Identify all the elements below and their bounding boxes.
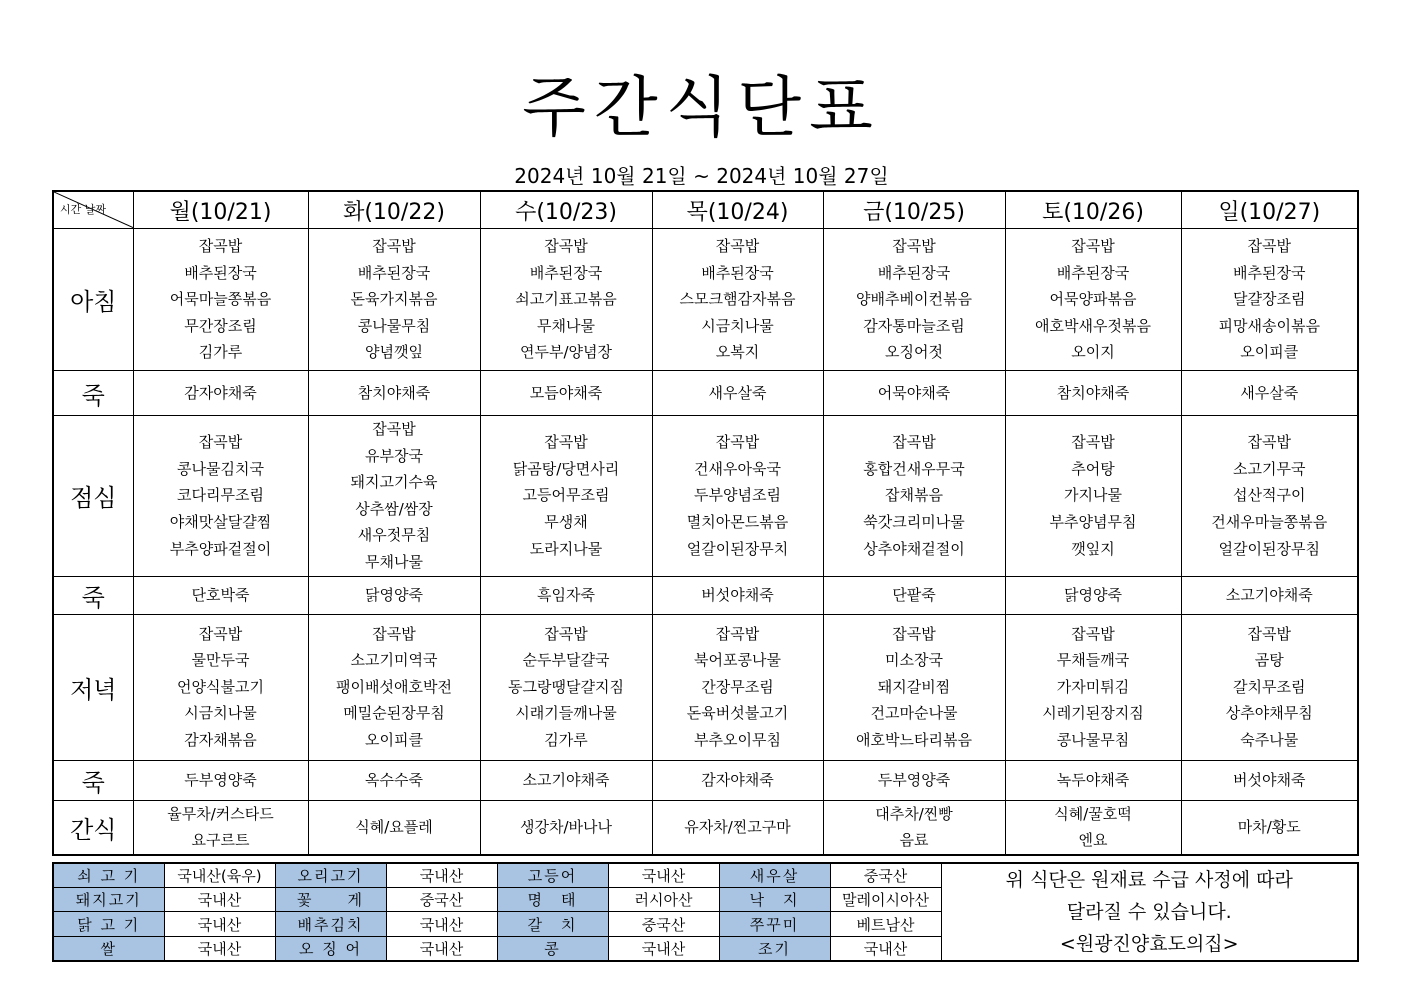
menu-cell xyxy=(1181,760,1358,800)
menu-item: 어묵야채죽 xyxy=(877,383,951,402)
origin-country: 국내산(육우) xyxy=(164,863,275,888)
menu-item: 잡곡밥 xyxy=(892,433,936,452)
menu-item: 오복지 xyxy=(715,343,760,362)
origin-country: 중국산 xyxy=(608,912,719,936)
menu-item: 닭곰탕/당면사리 xyxy=(512,459,620,478)
menu-item: 갈치무조림 xyxy=(1233,677,1306,696)
menu-cell xyxy=(823,614,1005,760)
menu-item: 스모크햄감자볶음 xyxy=(679,290,796,309)
menu-cell xyxy=(823,229,1005,371)
menu-cell xyxy=(1005,576,1181,614)
menu-item: 감자통마늘조림 xyxy=(863,316,965,335)
menu-item: 어묵마늘쫑볶음 xyxy=(169,290,272,309)
menu-item: 버섯야채죽 xyxy=(701,585,774,604)
menu-item: 대추차/찐빵 xyxy=(875,804,953,823)
menu-item: 유자차/찐고구마 xyxy=(684,817,791,836)
menu-item: 배추된장국 xyxy=(1233,263,1306,282)
menu-item: 피망새송이볶음 xyxy=(1218,316,1320,335)
menu-item: 시금치나물 xyxy=(701,316,774,335)
origin-ingredient: 고등어 xyxy=(497,863,608,888)
menu-item: 잡곡밥 xyxy=(1071,237,1115,256)
menu-item: 단팥죽 xyxy=(892,585,936,604)
menu-item: 유부장국 xyxy=(365,446,423,465)
origin-country: 중국산 xyxy=(386,888,497,912)
menu-item: 얼갈이된장무치 xyxy=(686,539,789,558)
menu-item: 돼지고기수육 xyxy=(350,473,438,492)
meal-label: 죽 xyxy=(53,371,133,416)
menu-item: 간장무조림 xyxy=(701,677,774,696)
meal-label: 죽 xyxy=(53,760,133,800)
menu-item: 녹두야채죽 xyxy=(1056,770,1130,789)
origin-row xyxy=(53,863,1358,888)
menu-item: 감자채볶음 xyxy=(184,730,257,749)
origin-ingredient: 배추김치 xyxy=(275,912,386,936)
menu-item: 잡곡밥 xyxy=(544,433,588,452)
menu-item: 음료 xyxy=(899,831,929,850)
menu-cell xyxy=(308,229,480,371)
menu-item: 잡곡밥 xyxy=(544,624,588,643)
menu-item: 동그랑땡달걀지짐 xyxy=(508,677,624,696)
menu-cell xyxy=(308,416,480,577)
origin-ingredient: 콩 xyxy=(497,936,608,961)
menu-item: 달걀장조림 xyxy=(1233,290,1306,309)
menu-item: 콩나물김치국 xyxy=(177,459,264,478)
origin-country: 국내산 xyxy=(386,912,497,936)
menu-item: 숙주나물 xyxy=(1240,730,1299,749)
menu-cell xyxy=(308,576,480,614)
menu-item: 잡곡밥 xyxy=(715,433,760,452)
menu-cell xyxy=(823,576,1005,614)
menu-item: 잡곡밥 xyxy=(372,624,416,643)
menu-item: 무채나물 xyxy=(537,316,595,335)
notice-line: 위 식단은 원재료 수급 사정에 따라 xyxy=(1005,869,1293,891)
day-header: 일(10/27) xyxy=(1181,191,1358,229)
menu-item: 무간장조림 xyxy=(184,316,257,335)
menu-item: 깻잎지 xyxy=(1071,539,1115,558)
menu-item: 잡곡밥 xyxy=(892,237,936,256)
menu-item: 잡곡밥 xyxy=(198,237,243,256)
date-range: 2024년 10월 21일 ~ 2024년 10월 27일 xyxy=(514,164,889,188)
menu-item: 추어탕 xyxy=(1071,459,1115,478)
origin-country: 국내산 xyxy=(608,863,719,888)
menu-item: 애호박새우젓볶음 xyxy=(1035,316,1151,335)
origin-ingredient: 갈 치 xyxy=(497,912,608,936)
menu-item: 배추된장국 xyxy=(1056,263,1130,282)
day-header: 수(10/23) xyxy=(480,191,652,229)
origin-country: 국내산 xyxy=(830,936,941,961)
menu-table xyxy=(52,190,1359,856)
menu-item: 오징어젓 xyxy=(885,343,943,362)
meal-row xyxy=(53,576,1358,614)
menu-cell xyxy=(480,760,652,800)
menu-cell xyxy=(133,229,308,371)
menu-cell xyxy=(652,800,823,855)
menu-item: 두부양념조림 xyxy=(694,486,781,505)
menu-item: 상추야채무침 xyxy=(1225,704,1313,723)
menu-item: 닭영양죽 xyxy=(1064,585,1122,604)
menu-item: 흑임자죽 xyxy=(537,585,595,604)
menu-item: 오이지 xyxy=(1071,343,1115,362)
menu-item: 돈육가지볶음 xyxy=(350,290,438,309)
menu-cell xyxy=(1181,416,1358,577)
menu-item: 잡곡밥 xyxy=(715,237,760,256)
menu-item: 단호박죽 xyxy=(191,585,250,604)
menu-cell xyxy=(1005,760,1181,800)
origin-table xyxy=(52,862,1359,962)
menu-cell xyxy=(823,371,1005,416)
menu-item: 잡곡밥 xyxy=(715,624,760,643)
origin-ingredient: 쇠 고 기 xyxy=(53,863,164,888)
menu-item: 김가루 xyxy=(544,730,588,749)
origin-ingredient: 오리고기 xyxy=(275,863,386,888)
menu-cell xyxy=(1005,800,1181,855)
menu-item: 양념깻잎 xyxy=(365,343,423,362)
menu-cell xyxy=(1005,229,1181,371)
menu-item: 돼지갈비찜 xyxy=(877,677,951,696)
menu-item: 물만두국 xyxy=(191,651,250,670)
menu-item: 새우살죽 xyxy=(1240,383,1299,402)
menu-item: 상추쌈/쌈장 xyxy=(355,499,433,518)
menu-item: 잡곡밥 xyxy=(1247,624,1291,643)
menu-cell xyxy=(480,416,652,577)
menu-item: 시레기된장지짐 xyxy=(1042,704,1144,723)
menu-item: 옥수수죽 xyxy=(365,770,423,789)
menu-item: 소고기미역국 xyxy=(350,651,438,670)
menu-cell xyxy=(308,371,480,416)
menu-cell xyxy=(823,416,1005,577)
menu-item: 쑥갓크리미나물 xyxy=(863,513,965,532)
menu-item: 오이피클 xyxy=(1240,343,1299,362)
menu-cell xyxy=(1181,229,1358,371)
menu-item: 버섯야채죽 xyxy=(1233,770,1306,789)
origin-country: 중국산 xyxy=(830,863,941,888)
origin-country: 국내산 xyxy=(386,936,497,961)
meal-label: 점심 xyxy=(53,416,133,577)
menu-item: 팽이배섯애호박전 xyxy=(336,677,452,696)
origin-ingredient: 닭 고 기 xyxy=(53,912,164,936)
menu-item: 시금치나물 xyxy=(184,704,257,723)
menu-item: 메밀순된장무침 xyxy=(343,704,445,723)
menu-item: 모듬야채죽 xyxy=(529,383,603,402)
meal-row xyxy=(53,416,1358,577)
menu-item: 섭산적구이 xyxy=(1233,486,1306,505)
meal-row xyxy=(53,229,1358,371)
day-header: 금(10/25) xyxy=(823,191,1005,229)
menu-item: 참치야채죽 xyxy=(1056,383,1130,402)
menu-item: 부추오이무침 xyxy=(694,730,781,749)
origin-country: 베트남산 xyxy=(830,912,941,936)
origin-country: 러시아산 xyxy=(608,888,719,912)
origin-ingredient: 돼지고기 xyxy=(53,888,164,912)
day-header: 토(10/26) xyxy=(1005,191,1181,229)
menu-cell xyxy=(480,800,652,855)
origin-ingredient: 꽃 게 xyxy=(275,888,386,912)
menu-item: 잡곡밥 xyxy=(1247,433,1291,452)
menu-item: 건고마순나물 xyxy=(870,704,958,723)
menu-item: 무채들깨국 xyxy=(1056,651,1130,670)
menu-cell xyxy=(1005,416,1181,577)
menu-item: 새우살죽 xyxy=(708,383,767,402)
menu-item: 가지나물 xyxy=(1064,486,1122,505)
menu-item: 곰탕 xyxy=(1254,651,1284,670)
day-header-row xyxy=(53,191,1358,229)
menu-cell xyxy=(652,614,823,760)
corner-label: 시간 날짜 xyxy=(60,203,107,216)
menu-item: 오이피클 xyxy=(365,730,423,749)
menu-cell xyxy=(480,371,652,416)
menu-item: 잡곡밥 xyxy=(1071,433,1115,452)
menu-cell xyxy=(823,760,1005,800)
menu-item: 잡곡밥 xyxy=(198,433,243,452)
menu-cell xyxy=(1181,371,1358,416)
menu-item: 상추야채겉절이 xyxy=(863,539,965,558)
menu-item: 새우젓무침 xyxy=(357,526,431,545)
menu-item: 닭영양죽 xyxy=(365,585,423,604)
menu-item: 미소장국 xyxy=(885,651,943,670)
page-title: 주간식단표 xyxy=(522,69,881,146)
menu-item: 감자야채죽 xyxy=(184,383,257,402)
menu-cell xyxy=(652,229,823,371)
menu-item: 콩나물무침 xyxy=(357,316,431,335)
origin-ingredient: 쌀 xyxy=(53,936,164,961)
menu-item: 콩나물무침 xyxy=(1056,730,1130,749)
menu-item: 가자미튀김 xyxy=(1056,677,1130,696)
menu-item: 시래기들깨나물 xyxy=(515,704,617,723)
origin-country: 국내산 xyxy=(164,912,275,936)
day-header: 목(10/24) xyxy=(652,191,823,229)
menu-cell xyxy=(133,371,308,416)
menu-item: 소고기무국 xyxy=(1233,459,1306,478)
menu-item: 멸치아몬드볶음 xyxy=(686,513,789,532)
menu-cell xyxy=(652,371,823,416)
menu-item: 야채맛살달걀찜 xyxy=(169,513,272,532)
menu-item: 마차/황도 xyxy=(1237,817,1301,836)
menu-cell xyxy=(652,416,823,577)
menu-cell xyxy=(1181,576,1358,614)
menu-cell xyxy=(133,416,308,577)
menu-item: 홍합건새우무국 xyxy=(863,459,965,478)
menu-item: 식혜/꿀호떡 xyxy=(1054,804,1132,823)
menu-cell xyxy=(480,229,652,371)
meal-row xyxy=(53,760,1358,800)
meal-label: 아침 xyxy=(53,229,133,371)
menu-cell xyxy=(823,800,1005,855)
menu-item: 잡곡밥 xyxy=(198,624,243,643)
menu-item: 잡곡밥 xyxy=(544,237,588,256)
menu-item: 잡채볶음 xyxy=(885,486,943,505)
origin-ingredient: 명 태 xyxy=(497,888,608,912)
menu-item: 무생채 xyxy=(544,513,588,532)
menu-item: 순두부달걀국 xyxy=(522,651,610,670)
menu-item: 돈육버섯불고기 xyxy=(686,704,789,723)
menu-item: 애호박느타리볶음 xyxy=(856,730,972,749)
origin-ingredient: 조기 xyxy=(719,936,830,961)
menu-cell xyxy=(652,576,823,614)
menu-cell xyxy=(308,614,480,760)
menu-item: 잡곡밥 xyxy=(892,624,936,643)
meal-row xyxy=(53,371,1358,416)
menu-cell xyxy=(1181,800,1358,855)
menu-cell xyxy=(1181,614,1358,760)
menu-item: 엔요 xyxy=(1078,831,1108,850)
menu-cell xyxy=(1005,371,1181,416)
menu-item: 고등어무조림 xyxy=(522,486,610,505)
menu-item: 건새우마늘쫑볶음 xyxy=(1211,513,1328,532)
corner-cell xyxy=(53,191,133,229)
menu-item: 요구르트 xyxy=(191,831,250,850)
menu-cell xyxy=(1005,614,1181,760)
meal-label: 간식 xyxy=(53,800,133,855)
menu-item: 잡곡밥 xyxy=(372,237,416,256)
menu-item: 무채나물 xyxy=(365,552,423,571)
notice-line: 달라질 수 있습니다. xyxy=(1066,901,1232,923)
menu-item: 두부영양죽 xyxy=(877,770,951,789)
menu-item: 배추된장국 xyxy=(701,263,774,282)
menu-item: 쇠고기표고볶음 xyxy=(515,290,617,309)
menu-item: 잡곡밥 xyxy=(372,420,416,438)
menu-item: 김가루 xyxy=(198,343,243,362)
menu-item: 배추된장국 xyxy=(529,263,603,282)
menu-item: 생강차/바나나 xyxy=(520,817,612,836)
menu-item: 부추양념무침 xyxy=(1049,513,1137,532)
meal-label: 죽 xyxy=(53,576,133,614)
origin-ingredient: 오 징 어 xyxy=(275,936,386,961)
origin-ingredient: 쭈꾸미 xyxy=(719,912,830,936)
menu-cell xyxy=(308,760,480,800)
menu-item: 북어포콩나물 xyxy=(694,651,781,670)
menu-cell xyxy=(480,576,652,614)
meal-row xyxy=(53,614,1358,760)
menu-item: 얼갈이된장무침 xyxy=(1218,539,1320,558)
menu-item: 양배추베이컨볶음 xyxy=(856,290,972,309)
menu-cell xyxy=(308,800,480,855)
notice-cell xyxy=(941,863,1358,961)
notice-line: <원광진양효도의집> xyxy=(1059,933,1239,955)
menu-item: 부추양파겉절이 xyxy=(169,539,272,558)
menu-item: 연두부/양념장 xyxy=(520,343,612,362)
menu-item: 감자야채죽 xyxy=(701,770,774,789)
menu-item: 배추된장국 xyxy=(184,263,257,282)
menu-item: 언양식불고기 xyxy=(177,677,264,696)
menu-item: 식혜/요플레 xyxy=(355,817,433,836)
origin-country: 국내산 xyxy=(164,936,275,961)
menu-item: 배추된장국 xyxy=(877,263,951,282)
origin-country: 국내산 xyxy=(386,863,497,888)
menu-item: 소고기야채죽 xyxy=(1225,585,1313,604)
menu-item: 도라지나물 xyxy=(529,539,603,558)
meal-label: 저녁 xyxy=(53,614,133,760)
origin-country: 국내산 xyxy=(608,936,719,961)
day-header: 화(10/22) xyxy=(308,191,480,229)
menu-item: 배추된장국 xyxy=(357,263,431,282)
origin-ingredient: 낙 지 xyxy=(719,888,830,912)
menu-item: 율무차/커스타드 xyxy=(167,804,274,823)
origin-ingredient: 새우살 xyxy=(719,863,830,888)
menu-item: 소고기야채죽 xyxy=(522,770,610,789)
menu-item: 코다리무조림 xyxy=(177,486,264,505)
menu-cell xyxy=(133,614,308,760)
menu-item: 참치야채죽 xyxy=(357,383,431,402)
meal-row xyxy=(53,800,1358,855)
menu-item: 잡곡밥 xyxy=(1071,624,1115,643)
menu-item: 두부영양죽 xyxy=(184,770,257,789)
menu-item: 어묵양파볶음 xyxy=(1049,290,1137,309)
menu-cell xyxy=(652,760,823,800)
origin-country: 말레이시아산 xyxy=(830,888,941,912)
menu-item: 잡곡밥 xyxy=(1247,237,1291,256)
menu-cell xyxy=(133,800,308,855)
day-header: 월(10/21) xyxy=(133,191,308,229)
origin-country: 국내산 xyxy=(164,888,275,912)
menu-cell xyxy=(133,760,308,800)
menu-cell xyxy=(133,576,308,614)
menu-item: 건새우아욱국 xyxy=(694,459,781,478)
menu-cell xyxy=(480,614,652,760)
